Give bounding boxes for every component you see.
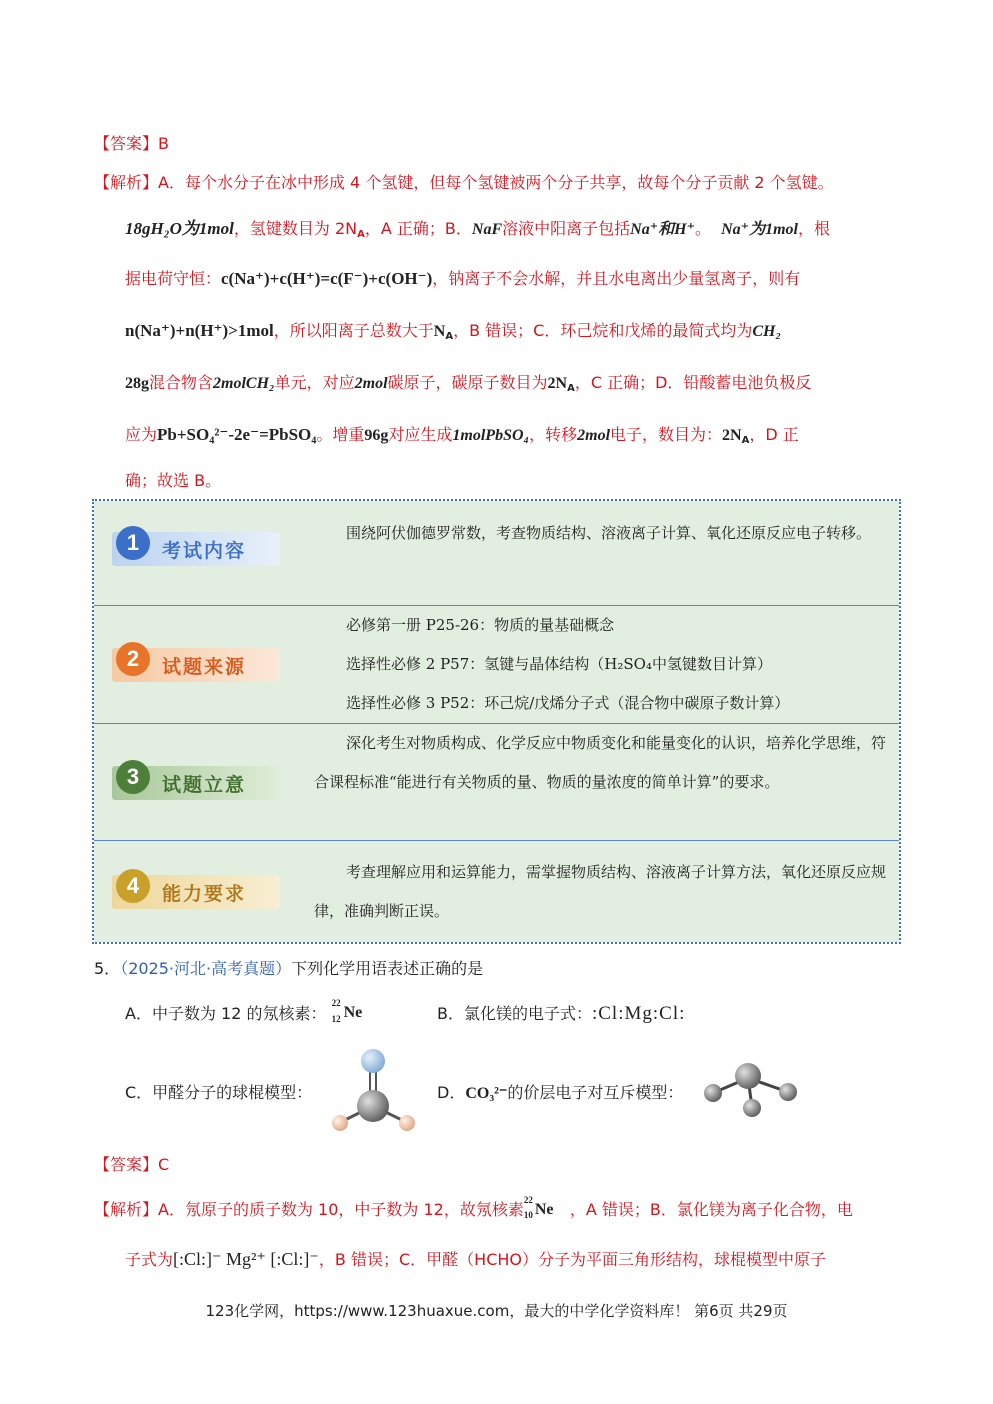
badge-ability bbox=[112, 869, 282, 913]
option-d bbox=[437, 1080, 683, 1103]
equation: n(Na⁺)+n(H⁺)>1mol bbox=[125, 321, 274, 340]
electron-formula: [:Cl:]⁻ Mg²⁺ [:Cl:]⁻ bbox=[173, 1249, 319, 1269]
option-text: D． bbox=[437, 1083, 466, 1102]
box-row-exam-content bbox=[94, 501, 899, 606]
analysis-text: 应为 bbox=[125, 425, 158, 444]
atomic-number: 10 bbox=[523, 1209, 533, 1220]
answer-label: 【答案】 bbox=[94, 1155, 159, 1174]
mass-number: 22 bbox=[331, 997, 341, 1008]
equation: Pb+SO₄²⁻-2e⁻=PbSO₄ bbox=[157, 425, 317, 444]
badge-exam-content bbox=[112, 526, 282, 570]
box-text: 考查理解应用和运算能力，需掌握物质结构、溶液离子计算方法，氧化还原反应规律，准确判断正误。 bbox=[314, 863, 887, 920]
analysis-text: ，钠离子不会水解，并且水电离出少量氢离子，则有 bbox=[432, 269, 801, 288]
question-number: 5． bbox=[94, 959, 121, 978]
formula: 28g bbox=[125, 375, 149, 392]
subscript-a: A bbox=[357, 229, 365, 240]
answer-2 bbox=[94, 1152, 169, 1175]
analysis-text: A．每个水分子在冰中形成 4 个氢键，但每个氢键被两个分子共享，故每个分子贡献 2 个氢键。 bbox=[158, 173, 834, 192]
analysis-1-line-4 bbox=[125, 318, 781, 342]
analysis-text: ，D 正 bbox=[749, 425, 799, 444]
equation: c(Na⁺)+c(H⁺)=c(F⁻)+c(OH⁻) bbox=[221, 269, 433, 288]
answer-1 bbox=[94, 131, 169, 154]
analysis-2-line-1 bbox=[94, 1194, 853, 1221]
element-symbol: Ne bbox=[534, 1200, 554, 1218]
box-text: 围绕阿伏伽德罗常数，考查物质结构、溶液离子计算、氧化还原反应电子转移。 bbox=[346, 524, 872, 542]
analysis-text: ，A 正确；B． bbox=[364, 219, 472, 238]
analysis-text: 碳原子，碳原子数目为 bbox=[387, 373, 548, 392]
carbonate-ion: CO₃²⁻ bbox=[465, 1085, 508, 1102]
hydrogen-atom bbox=[332, 1115, 348, 1131]
atomic-number: 12 bbox=[331, 1013, 341, 1024]
option-b bbox=[437, 1001, 685, 1025]
atom bbox=[779, 1083, 797, 1101]
option-text: B．氯化镁的电子式： bbox=[437, 1004, 592, 1023]
box-text: 深化考生对物质构成、化学反应中物质变化和能量变化的认识，培养化学思维，符合课程标准“能进行有关物质的量、物质的量浓度的简单计算”的要求。 bbox=[314, 734, 887, 791]
atom bbox=[743, 1099, 761, 1117]
box-text-list bbox=[346, 606, 789, 723]
badge-number: 1 bbox=[116, 526, 150, 560]
formula: 18gH₂O为1mol bbox=[125, 219, 234, 238]
atom bbox=[704, 1084, 722, 1102]
analysis-text: 电子，数目为： bbox=[610, 425, 723, 444]
formula: 2molCH₂ bbox=[213, 375, 275, 392]
analysis-1-line-6 bbox=[125, 422, 799, 446]
central-atom bbox=[735, 1063, 761, 1089]
analysis-label: 【解析】 bbox=[94, 1200, 159, 1219]
formula: Na⁺为1mol bbox=[721, 221, 798, 238]
analysis-text: ，B 错误；C．甲醛（HCHO）分子为平面三角形结构，球棍模型中原子 bbox=[318, 1250, 826, 1269]
analysis-text: ，氢键数目为 2N bbox=[233, 219, 358, 238]
analysis-text: ，根 bbox=[797, 219, 830, 238]
analysis-1-line-3 bbox=[125, 266, 800, 289]
analysis-1-line-2 bbox=[125, 214, 830, 240]
badge-title: 试题来源 bbox=[162, 656, 247, 678]
analysis-text: 据电荷守恒： bbox=[125, 269, 222, 288]
analysis-text: 单元，对应 bbox=[274, 373, 355, 392]
formula: 2N bbox=[547, 375, 568, 392]
formula: 2mol bbox=[577, 427, 611, 444]
analysis-label: 【解析】 bbox=[94, 173, 159, 192]
box-row-intent bbox=[94, 724, 899, 841]
analysis-box bbox=[92, 499, 901, 944]
question-source: （2025·河北·高考真题） bbox=[120, 959, 292, 978]
subscript-a: A bbox=[567, 383, 575, 394]
formula: N bbox=[433, 323, 446, 340]
box-row-ability bbox=[94, 841, 899, 942]
option-text: A．中子数为 12 的氖核素： bbox=[125, 1004, 327, 1023]
analysis-2-line-2 bbox=[125, 1247, 826, 1270]
box-text: 选择性必修 2 P57：氢键与晶体结构（H₂SO₄中氢键数目计算） bbox=[346, 655, 772, 673]
badge-number: 3 bbox=[116, 760, 150, 794]
badge-title: 能力要求 bbox=[162, 883, 247, 905]
box-text: 选择性必修 3 P52：环己烷/戊烯分子式（混合物中碳原子数计算） bbox=[346, 694, 790, 712]
formula: 1molPbSO₄ bbox=[452, 427, 530, 444]
analysis-text: ，C 正确；D．铅酸蓄电池负极反 bbox=[574, 373, 812, 392]
badge-title: 考试内容 bbox=[162, 540, 247, 562]
vsepr-model bbox=[700, 1058, 800, 1122]
answer-label: 【答案】 bbox=[94, 134, 159, 153]
nuclide-symbol bbox=[523, 1194, 570, 1221]
analysis-text: 。增重 bbox=[316, 425, 365, 444]
electron-formula: :Cl:Mg:Cl: bbox=[591, 1003, 686, 1024]
mass-number: 22 bbox=[523, 1194, 533, 1205]
question-text: 下列化学用语表述正确的是 bbox=[291, 959, 484, 978]
page-footer: 123化学网，https://www.123huaxue.com，最大的中学化学资料库！ 第6页 共29页 bbox=[205, 1302, 788, 1320]
formula: CH₂ bbox=[752, 323, 782, 340]
subscript-a: A bbox=[741, 435, 750, 446]
nuclide-symbol bbox=[331, 997, 386, 1026]
analysis-1-line-5 bbox=[125, 370, 811, 394]
analysis-text: 混合物含 bbox=[149, 373, 214, 392]
badge-title: 试题立意 bbox=[162, 774, 247, 796]
analysis-text: 。 bbox=[695, 219, 712, 238]
analysis-text: 子式为 bbox=[125, 1250, 174, 1269]
option-text: 的价层电子对互斥模型： bbox=[507, 1083, 684, 1102]
hydrogen-atom bbox=[399, 1115, 415, 1131]
analysis-1-line-7: 确；故选 B。 bbox=[125, 471, 222, 490]
subscript-a: A bbox=[445, 331, 454, 342]
option-a bbox=[125, 997, 386, 1026]
box-row-source bbox=[94, 606, 899, 724]
analysis-text: 溶液中阳离子包括 bbox=[502, 219, 631, 238]
element-symbol: Ne bbox=[343, 1003, 363, 1021]
formaldehyde-ball-stick-model bbox=[328, 1046, 418, 1132]
formula: Na⁺和H⁺ bbox=[630, 221, 696, 238]
badge-intent bbox=[112, 760, 282, 804]
carbon-atom bbox=[357, 1090, 389, 1122]
box-text: 必修第一册 P25-26：物质的量基础概念 bbox=[346, 616, 615, 634]
badge-number: 2 bbox=[116, 642, 150, 676]
answer-value: C bbox=[158, 1155, 170, 1174]
analysis-text: ，B 错误；C．环己烷和戊烯的最简式均为 bbox=[453, 321, 753, 340]
formula: NaF bbox=[471, 221, 503, 238]
analysis-text: 对应生成 bbox=[388, 425, 453, 444]
option-c: C．甲醛分子的球棍模型： bbox=[125, 1083, 313, 1102]
analysis-text: ，A 错误；B．氯化镁为离子化合物，电 bbox=[569, 1200, 853, 1219]
badge-number: 4 bbox=[116, 869, 150, 903]
answer-value: B bbox=[158, 134, 169, 153]
analysis-text: ，转移 bbox=[529, 425, 578, 444]
formula: 96g bbox=[364, 427, 389, 444]
formula: 2N bbox=[722, 427, 742, 444]
formula: 2mol bbox=[354, 375, 388, 392]
badge-source bbox=[112, 642, 282, 686]
analysis-text: A．氖原子的质子数为 10，中子数为 12，故氖核素 bbox=[158, 1200, 524, 1219]
oxygen-atom bbox=[361, 1049, 385, 1073]
analysis-text: ，所以阳离子总数大于 bbox=[273, 321, 434, 340]
analysis-1-line-1 bbox=[94, 170, 834, 193]
question-5-stem bbox=[94, 956, 483, 979]
